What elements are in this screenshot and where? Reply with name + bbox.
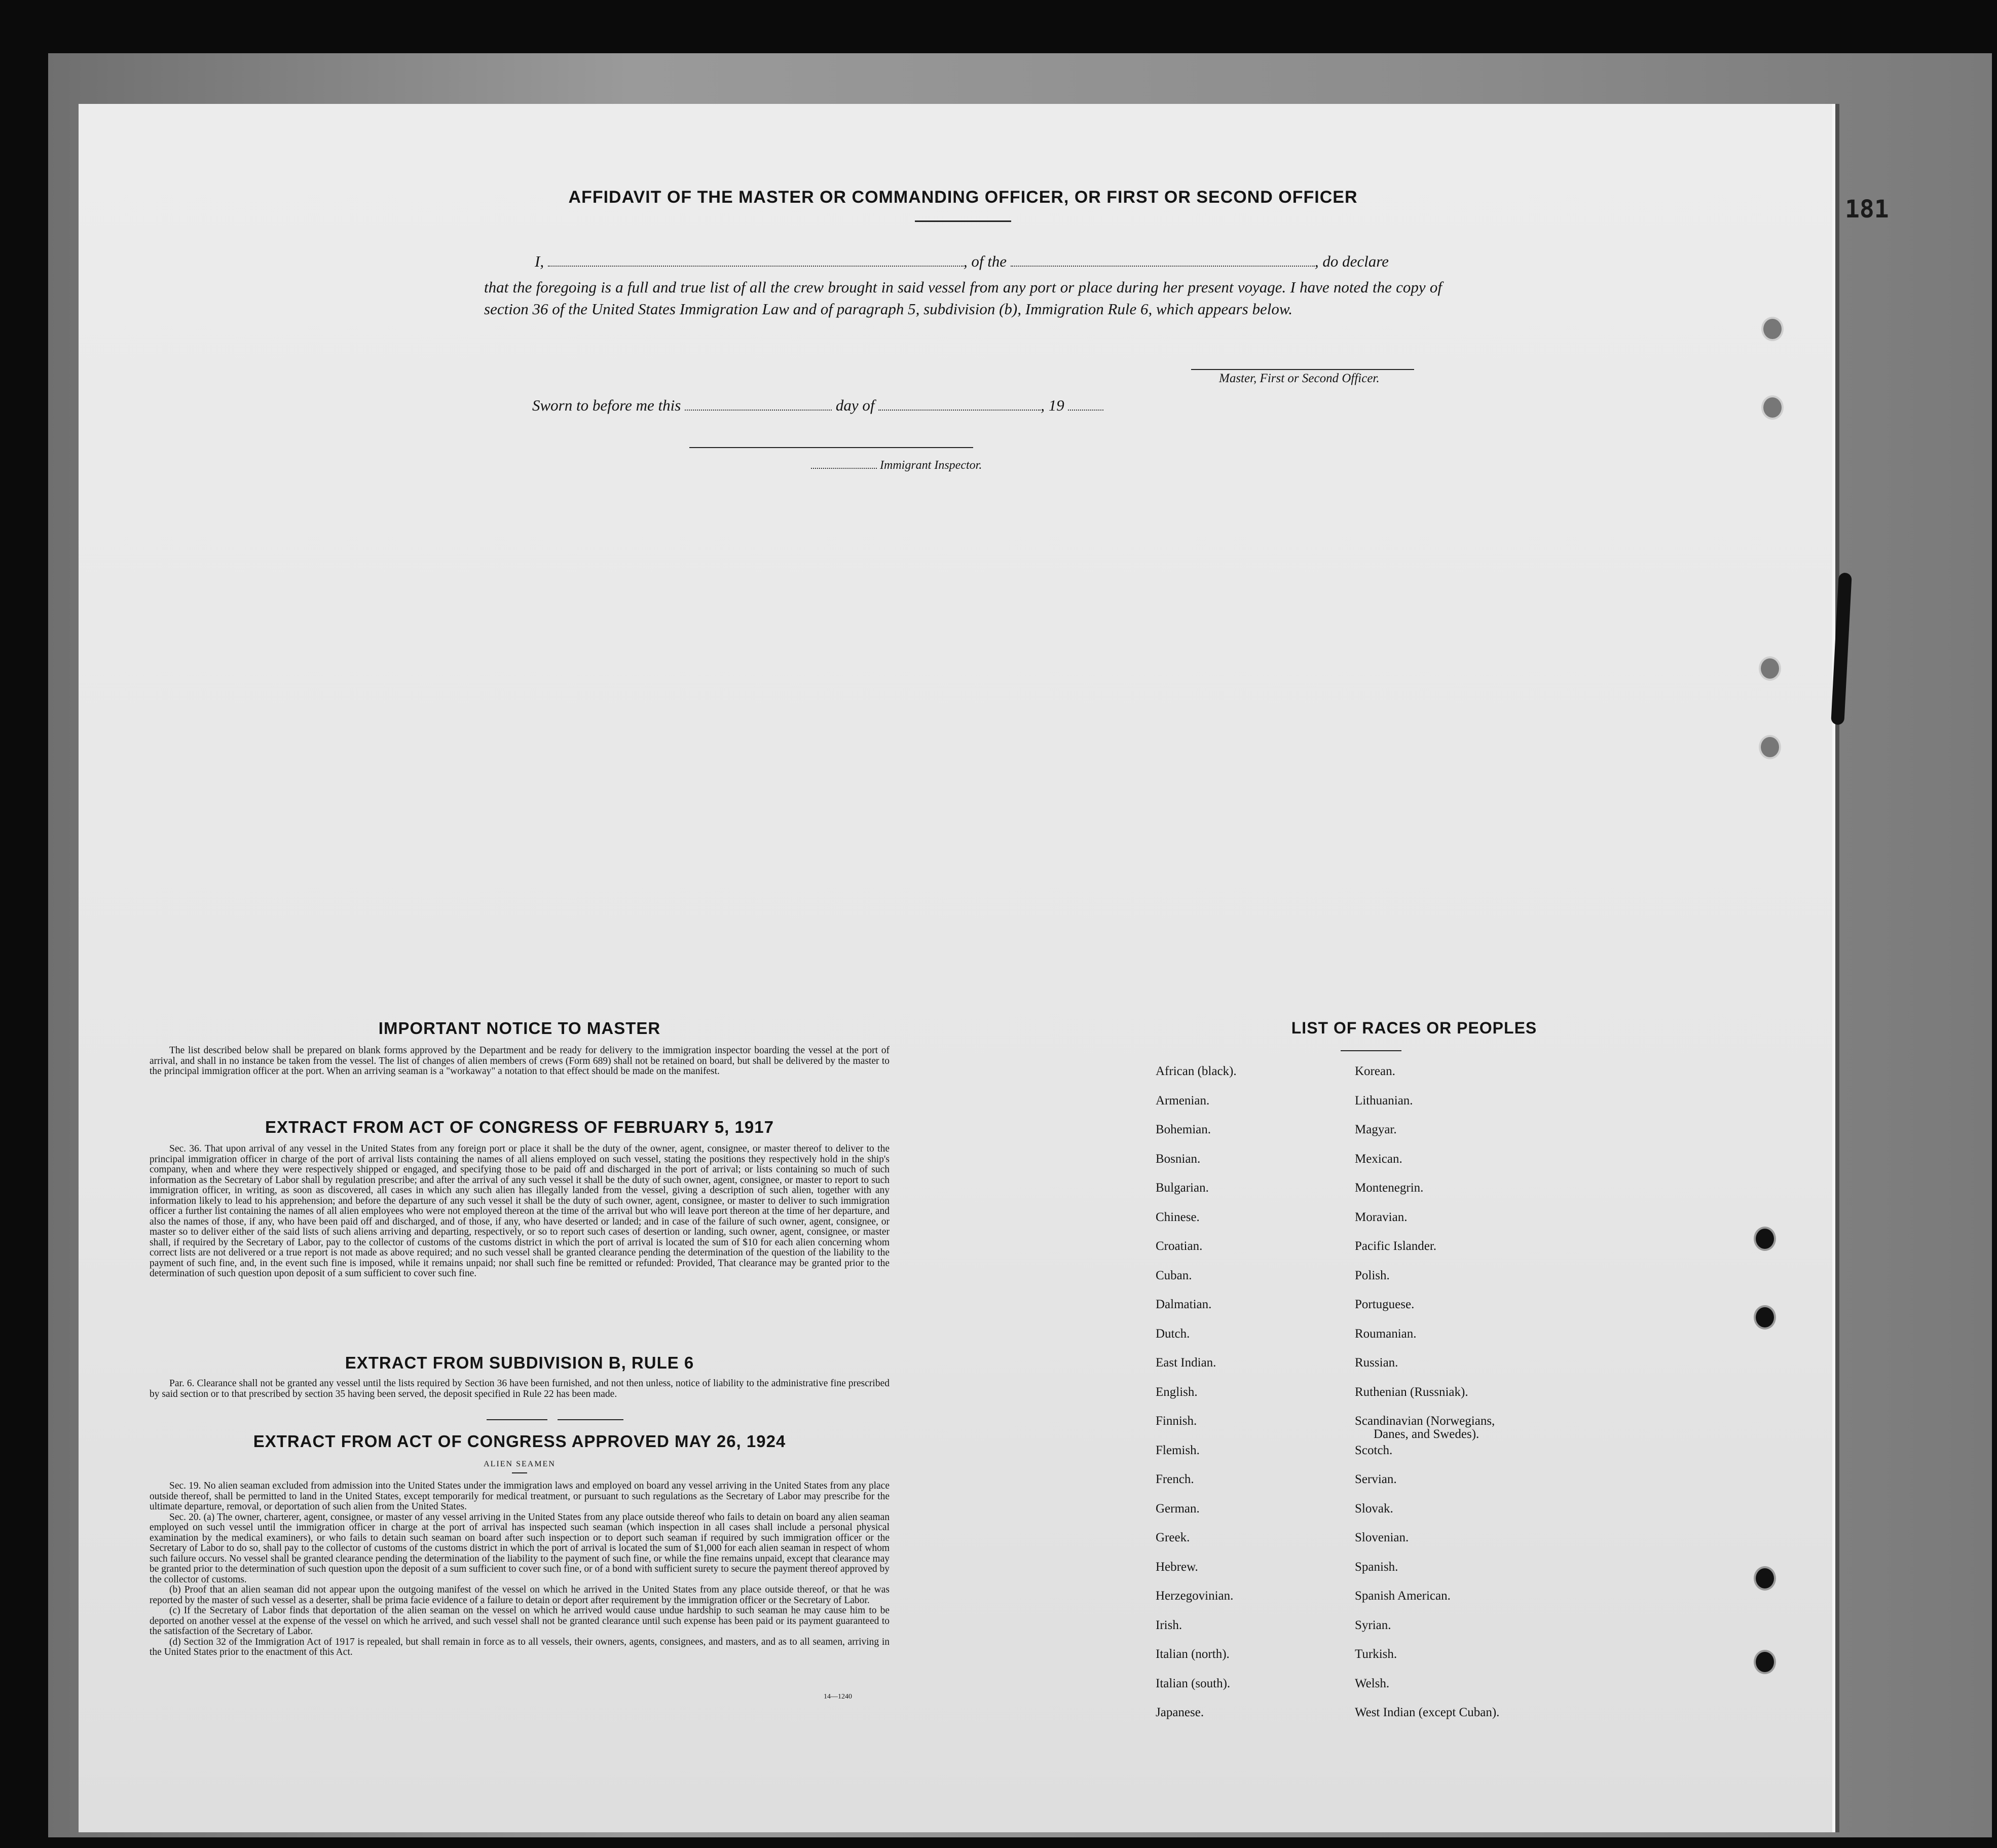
year-label: , 19 <box>1041 396 1064 414</box>
race-item: West Indian (except Cuban). <box>1355 1706 1500 1719</box>
extract3-body <box>150 1481 890 1658</box>
race-item: Danes, and Swedes). <box>1374 1427 1480 1441</box>
race-item: Mexican. <box>1355 1152 1402 1166</box>
race-item: Portuguese. <box>1355 1298 1415 1311</box>
races-title: LIST OF RACES OR PEOPLES <box>1291 1019 1537 1037</box>
race-item: Croatian. <box>1156 1239 1203 1253</box>
race-item: African (black). <box>1156 1064 1237 1078</box>
inspector-caption <box>811 459 982 472</box>
race-item: English. <box>1156 1385 1198 1399</box>
race-item: Turkish. <box>1355 1647 1397 1661</box>
race-item: Dutch. <box>1156 1326 1190 1341</box>
sworn-day-field[interactable] <box>685 410 832 411</box>
race-item: Cuban. <box>1156 1268 1192 1282</box>
sworn-year-field[interactable] <box>1068 410 1103 411</box>
extract3-paragraph-4: (c) If the Secretary of Labor finds that deportation of the alien seaman on the vessel on which he arrived would cause undue hardship to such seaman he may cause him to be deported on another vessel at the expense of the vessel on which he arrived, and such vessel shall not be granted clearance until such expense has been paid or its payment guaranteed to the satisfaction of the Secretary of Labor. <box>150 1605 890 1637</box>
declare-label: , do declare <box>1314 252 1389 270</box>
race-item: Herzegovinian. <box>1156 1589 1234 1603</box>
subtitle-rule <box>512 1472 527 1473</box>
race-item: German. <box>1156 1501 1200 1516</box>
race-item: Bohemian. <box>1156 1123 1211 1136</box>
race-item: Servian. <box>1355 1472 1397 1486</box>
page-number: 181 <box>1845 195 1889 224</box>
race-item: Spanish. <box>1355 1560 1398 1574</box>
notice-body <box>150 1046 890 1077</box>
race-item: Spanish American. <box>1355 1589 1451 1603</box>
race-item: Montenegrin. <box>1355 1181 1424 1195</box>
punch-hole-8 <box>1754 1650 1776 1674</box>
extract3-subtitle: ALIEN SEAMEN <box>484 1460 556 1468</box>
race-item: Lithuanian. <box>1355 1093 1413 1107</box>
day-of-label: day of <box>835 396 875 414</box>
race-item: French. <box>1156 1472 1194 1486</box>
race-item: Japanese. <box>1156 1706 1204 1719</box>
race-item: Italian (north). <box>1156 1647 1230 1661</box>
race-item: Bulgarian. <box>1156 1181 1209 1195</box>
race-item: Chinese. <box>1156 1210 1200 1224</box>
affidavit-title: AFFIDAVIT OF THE MASTER OR COMMANDING OFFICER, OR FIRST OR SECOND OFFICER <box>568 188 1358 207</box>
race-item: Roumanian. <box>1355 1326 1417 1341</box>
race-item: Flemish. <box>1156 1443 1200 1457</box>
race-item: Pacific Islander. <box>1355 1239 1437 1253</box>
race-item: Italian (south). <box>1156 1676 1231 1690</box>
race-item: Dalmatian. <box>1156 1298 1212 1311</box>
race-item: Greek. <box>1156 1531 1190 1544</box>
signature-caption: Master, First or Second Officer. <box>1219 372 1380 385</box>
extract2-paragraph: Par. 6. Clearance shall not be granted any vessel until the lists required by Section 36 have been furnished, and not then unless, notice of liability to the administrative fine prescribed by said section or to that prescribed by section 35 having been served, the deposit specified in Rule 22 has been made. <box>150 1378 890 1399</box>
race-item: Ruthenian (Russniak). <box>1355 1385 1468 1399</box>
race-item: Russian. <box>1355 1356 1398 1370</box>
title-rule <box>915 220 1011 222</box>
notice-paragraph: The list described below shall be prepared on blank forms approved by the Department and be ready for delivery to the immigration inspector boarding the vessel at the port of arrival, and shall in no instance be taken from the vessel. The list of changes of alien members of crews (Form 689) shall not be retained on board, but shall be delivered by the master to the principal immigration officer at the port. When an arriving seaman is a "workaway" a notation to that effect should be made on the manifest. <box>150 1045 890 1077</box>
of-the-label: , of the <box>963 252 1007 270</box>
race-item: Syrian. <box>1355 1618 1391 1632</box>
extract1-body <box>150 1144 890 1279</box>
sworn-label: Sworn to before me this <box>532 396 681 414</box>
punch-hole-5 <box>1754 1227 1776 1251</box>
name-field[interactable] <box>548 266 964 267</box>
extract2-body <box>150 1379 890 1399</box>
extract1-title: EXTRACT FROM ACT OF CONGRESS OF FEBRUARY 5, 1917 <box>265 1118 774 1136</box>
punch-hole-7 <box>1754 1566 1776 1591</box>
divider-left <box>487 1419 547 1420</box>
extract3-paragraph-5: (d) Section 32 of the Immigration Act of 1917 is repealed, but shall remain in force as to all vessels, their owners, agents, consignees, and masters, and as to all seamen, arriving in the United States prior to the enactment of this Act. <box>150 1636 890 1657</box>
extract3-paragraph-3: (b) Proof that an alien seaman did not appear upon the outgoing manifest of the vessel on which he arrived in the United States from any place outside thereof, or that he was reported by the master of such vessel as a deserter, shall be prima facie evidence of a failure to detain or deport after requirement by the immigration officer or the Secretary of Labor. <box>150 1584 890 1606</box>
form-code: 14—1240 <box>824 1693 852 1701</box>
race-item: Scotch. <box>1355 1443 1393 1457</box>
race-item: Bosnian. <box>1156 1152 1201 1166</box>
signature-line[interactable] <box>1191 369 1414 370</box>
extract3-paragraph-1: Sec. 19. No alien seaman excluded from admission into the United States under the immigration laws and employed on board any vessel arriving in the United States from any place outside thereof, shall be permitted to land in the United States, except temporarily for medical treatment, or pursuant to such regulations as the Secretary of Labor may prescribe for the ultimate departure, removal, or deportation of such alien from the United States. <box>150 1481 890 1512</box>
extract1-paragraph: Sec. 36. That upon arrival of any vessel in the United States from any foreign port or place it shall be the duty of the owner, agent, consignee, or master thereof to deliver to the principal immigration officer in charge of the port of arrival lists containing the names of all aliens employed on such vessel, stating the positions they respectively hold in the ship's company, when and where they were respectively shipped or engaged, and specifying those to be paid off and discharged in the port of arrival; or lists containing so much of such information as the Secretary of Labor shall by regulation prescribe; and after the arrival of any such vessel it shall be the duty of such owner, agent, consignee, or master to report to such immigration officer, in writing, as soon as discovered, all cases in which any such alien has illegally landed from the vessel, giving a description of such alien, together with any information likely to lead to his apprehension; and before the departure of any such vessel it shall be the duty of such owner, agent, consignee, or master to deliver to such immigration officer a further list containing the names of all alien employees who were not employed thereon at the time of the arrival but who will leave port thereon at the time of her departure, and also the names of those, if any, who have been paid off and discharged, and of those, if any, who have deserted or landed; and in case of the failure of such owner, agent, consignee, or master so to deliver either of the said lists of such aliens arriving and departing, respectively, or so to report such cases of desertion or landing, such owner, agent, consignee, or master shall, if required by the Secretary of Labor, pay to the collector of customs of the customs district in which the port of arrival is located the sum of $10 for each alien concerning whom correct lists are not delivered or a true report is not made as above required; and no such vessel shall be granted clearance pending the determination of the question of the liability to the payment of such fine, and, in the event such fine is imposed, while it remains unpaid; nor shall such fine be remitted or refunded: Provided, That clearance may be granted prior to the determination of such question upon deposit of a sum sufficient to cover such fine. <box>150 1143 890 1279</box>
extract2-title: EXTRACT FROM SUBDIVISION B, RULE 6 <box>345 1353 694 1372</box>
divider-right <box>558 1419 623 1420</box>
races-title-rule <box>1341 1050 1401 1051</box>
race-item: Finnish. <box>1156 1414 1197 1428</box>
punch-hole-2 <box>1761 395 1784 420</box>
vessel-field[interactable] <box>1011 266 1315 267</box>
punch-hole-3 <box>1759 656 1781 681</box>
inspector-caption-text: Immigrant Inspector. <box>880 459 982 472</box>
race-item: Polish. <box>1355 1268 1390 1282</box>
race-item: Irish. <box>1156 1618 1182 1632</box>
race-item: Magyar. <box>1355 1123 1397 1136</box>
race-item: Slovenian. <box>1355 1531 1409 1544</box>
punch-hole-1 <box>1761 317 1784 341</box>
affidavit-declaration-line <box>535 252 1389 271</box>
sworn-month-field[interactable] <box>878 410 1041 411</box>
inspector-dots <box>811 468 877 469</box>
affidavit-body: that the foregoing is a full and true list of all the crew brought in said vessel from any port or place during her present voyage. I have noted the copy of section 36 of the United States Immigration Law and of paragraph 5, subdivision (b), Immigration Rule 6, which appears below. <box>484 278 1442 318</box>
race-item: Moravian. <box>1355 1210 1408 1224</box>
notice-title: IMPORTANT NOTICE TO MASTER <box>378 1019 661 1038</box>
sworn-line <box>532 396 1103 415</box>
punch-hole-6 <box>1754 1305 1776 1329</box>
race-item: Scandinavian (Norwegians, <box>1355 1414 1495 1428</box>
i-label: I, <box>535 252 544 270</box>
race-item: Armenian. <box>1156 1093 1210 1107</box>
race-item: Welsh. <box>1355 1676 1390 1690</box>
extract3-paragraph-2: Sec. 20. (a) The owner, charterer, agent, consignee, or master of any vessel arriving in the United States from any place outside thereof who fails to detain on board any alien seaman employed on such vessel until the immigration officer in charge at the port of arrival has inspected such seaman (which inspection in all cases shall include a personal physical examination by the medical examiners), or who fails to detain such seaman on board after such inspection or to deport such seaman if required by such immigration officer or the Secretary of Labor to do so, shall pay to the collector of customs of the customs district in which the port of arrival is located the sum of $1,000 for each alien seaman in respect of whom such failure occurs. No vessel shall be granted clearance pending the determination of the liability to the payment of such fine, or while the fine remains unpaid, except that clearance may be granted prior to the determination of such question upon the deposit of a sum sufficient to cover such fine, or of a bond with sufficient surety to secure the payment thereof approved by the collector of customs. <box>150 1511 890 1585</box>
extract3-title: EXTRACT FROM ACT OF CONGRESS APPROVED MAY 26, 1924 <box>253 1432 786 1451</box>
punch-hole-4 <box>1759 735 1781 759</box>
race-item: Hebrew. <box>1156 1560 1198 1574</box>
inspector-signature-line[interactable] <box>689 447 973 448</box>
race-item: Slovak. <box>1355 1501 1393 1516</box>
race-item: Korean. <box>1355 1064 1395 1078</box>
race-item: East Indian. <box>1156 1356 1216 1370</box>
